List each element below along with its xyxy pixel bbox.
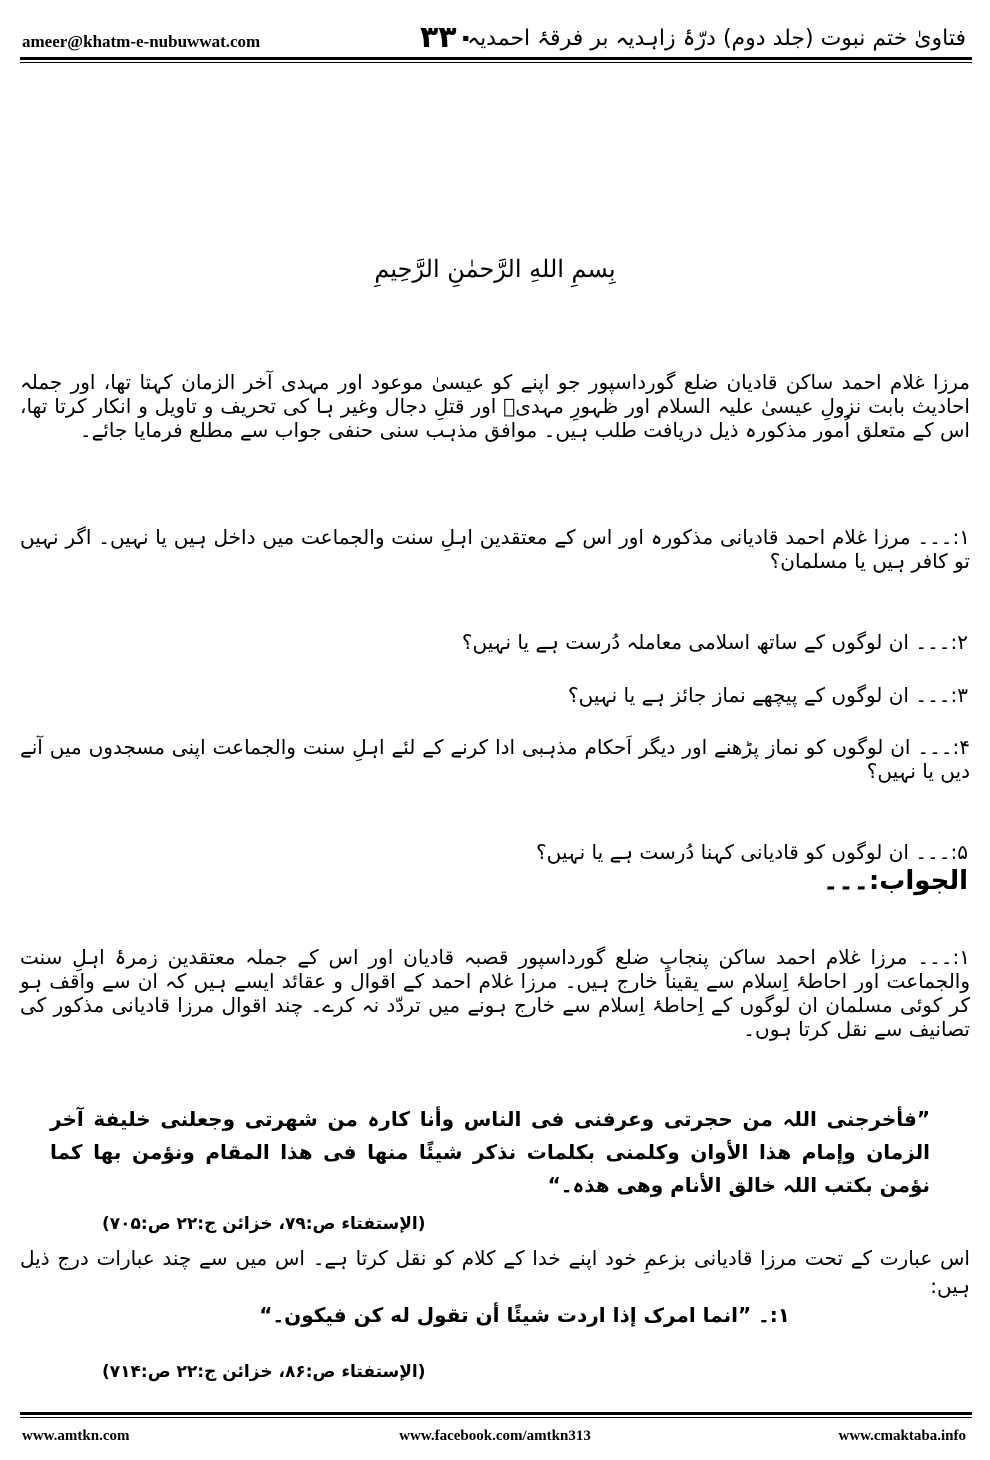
bismillah: بِسمِ اللهِ الرَّحمٰنِ الرَّحِیمِ [374,255,616,283]
question-5: ۵:۔۔۔ ان لوگوں کو قادیانی کہنا دُرست ہے یا نہیں؟ [536,840,968,864]
question-1: ۱:۔۔۔ مرزا غلام احمد قادیانی مذکورہ اور اس کے معتقدین اہلِ سنت والجماعت میں داخل ہیں یا نہیں۔ اگر نہیں تو کافر ہیں یا مسلمان؟ [20,525,970,573]
footer-link-right[interactable]: www.cmaktaba.info [838,1428,966,1444]
header-rule-thin [20,62,972,63]
question-text: مرزا غلام احمد ساکن قادیان ضلع گورداسپور جو اپنے کو عیسیٰ موعود اور مہدی آخر الزمان کہتا تھا، اور جملہ احادیث بابت نزولِ عیسیٰ علیہ السلام اور ظہورِ مہدیؓ اور قتلِ دجال وغیر ہا کی تحریف و تاویل و انکار کرتا تھا، اس کے متعلق اُمور مذکورہ ذیل دریافت طلب ہیں۔ موافق مذہب سنی حنفی جواب سے مطلع فرمایا جائے۔ [20,370,970,442]
footer-link-left[interactable]: www.amtkn.com [22,1428,130,1444]
footer-link-center[interactable]: www.facebook.com/amtkn313 [399,1428,591,1444]
header-rule-thick [20,57,972,60]
book-title: فتاویٰ ختم نبوت (جلد دوم) درّۂ زاہدیہ بر فرقۂ احمدیہ [467,26,966,51]
header-email: ameer@khatm-e-nubuwwat.com [22,32,261,51]
footer-rule-thick [20,1412,972,1415]
page-number: ۳۳۰ [420,20,475,55]
intro-text: اس عبارت کے تحت مرزا قادیانی بزعمِ خود اپنے خدا کے کلام کو نقل کرتا ہے۔ اس میں سے چند عبارات درج ذیل ہیں: [20,1246,970,1298]
sub-quote: ۱:۔ ”انما امرک إذا اردت شیئًا أن تقول له کن فیکون۔“ [259,1303,790,1327]
answer-1: ۱:۔۔۔ مرزا غلام احمد ساکن پنجاب ضلع گورداسپور قصبہ قادیان اور اس کے جملہ معتقدین زمرۂ اہلِ سنت والجماعت اور احاطۂ اِسلام سے یقیناً خارج ہیں۔ مرزا غلام احمد کے اقوال و عقائد ایسے ہیں کہ ان سے واقف ہو کر کوئی مسلمان ان لوگوں کے اِحاطۂ اِسلام سے خارج ہونے میں تردّد نہ کرے۔ چند اقوال مرزا قادیانی مذکور کی تصانیف سے نقل کرتا ہوں۔ [20,945,970,1041]
question-3: ۳:۔۔۔ ان لوگوں کے پیچھے نماز جائز ہے یا نہیں؟ [568,683,968,707]
reference-2: (الإستفتاء ص:۸۶، خزائن ج:۲۲ ص:۷۱۴) [102,1362,426,1382]
question-2: ۲:۔۔۔ ان لوگوں کے ساتھ اسلامی معاملہ دُرست ہے یا نہیں؟ [461,630,968,654]
arabic-quote: ”فأخرجنی اللہ من حجرتی وعرفنی فی الناس وأنا کارہ من شهرتی وجعلنی خلیفة آخر الزمان وإمام هذا الأوان وکلمنی بکلمات نذکر شیئًا منها فی هذا المقام ونؤمن بها کما نؤمن بکتب اللہ خالق الأنام وهی هذہ۔“ [50,1107,930,1197]
reference-1: (الإستفتاء ص:۷۹، خزائن ج:۲۲ ص:۷۰۵) [102,1214,426,1234]
answer-heading: الجواب:۔۔۔ [823,866,968,896]
footer-rule-thin [20,1417,972,1418]
question-4: ۴:۔۔۔ ان لوگوں کو نماز پڑھنے اور دیگر اَحکام مذہبی ادا کرنے کے لئے اہلِ سنت والجماعت اپنی مسجدوں میں آنے دیں یا نہیں؟ [20,735,970,783]
